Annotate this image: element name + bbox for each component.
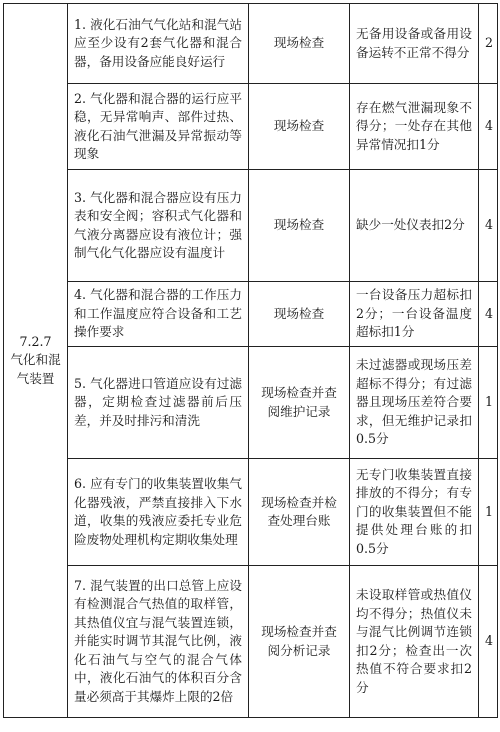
score-value: 1: [479, 347, 498, 459]
deduction-rule: 缺少一处仪表扣2分: [350, 170, 479, 282]
requirement-text: 1. 液化石油气气化站和混气站应至少设有2套气化器和混合器，备用设备应能良好运行: [68, 4, 249, 84]
requirement-text: 5. 气化器进口管道应设有过滤器，定期检查过滤器前后压差，并及时排污和清洗: [68, 347, 249, 459]
table-row: [4, 347, 498, 459]
table-row: [4, 459, 498, 566]
requirement-text: 6. 应有专门的收集装置收集气化器残液，严禁直接排入下水道，收集的残液应委托专业危险废物处理机构定期收集处理: [68, 459, 249, 566]
inspection-method: 现场检查并检查处理台账: [249, 459, 350, 566]
scoring-table: [3, 3, 498, 718]
inspection-method: 现场检查: [249, 170, 350, 282]
table-row: [4, 566, 498, 718]
inspection-method: 现场检查: [249, 282, 350, 347]
table-row: [4, 84, 498, 170]
score-value: 4: [479, 84, 498, 170]
table-row: [4, 170, 498, 282]
score-value: 2: [479, 4, 498, 84]
inspection-method: 现场检查: [249, 4, 350, 84]
requirement-text: 4. 气化器和混合器的工作压力和工作温度应符合设备和工艺操作要求: [68, 282, 249, 347]
inspection-method: 现场检查并查阅维护记录: [249, 347, 350, 459]
deduction-rule: 存在燃气泄漏现象不得分；一处存在其他异常情况扣1分: [350, 84, 479, 170]
score-value: 4: [479, 566, 498, 718]
requirement-text: 2. 气化器和混合器的运行应平稳，无异常响声、部件过热、液化石油气泄漏及异常振动等现象: [68, 84, 249, 170]
requirement-text: 3. 气化器和混合器应设有压力表和安全阀；容积式气化器和气液分离器应设有液位计；强制气化气化器应设有温度计: [68, 170, 249, 282]
score-value: 1: [479, 459, 498, 566]
deduction-rule: 无备用设备或备用设备运转不正常不得分: [350, 4, 479, 84]
deduction-rule: 无专门收集装置直接排放的不得分；有专门的收集装置但不能提供处理台账的扣0.5分: [350, 459, 479, 566]
section-title: 气化和混气装置: [10, 352, 61, 386]
section-code: 7.2.7: [19, 333, 52, 349]
section-heading-cell: [4, 4, 68, 718]
requirement-text: 7. 混气装置的出口总管上应设有检测混合气热值的取样管，其热值仪宜与混气装置连锁，并能实时调节其混气比例，液化石油气与空气的混合气体中，液化石油气的体积百分含量必须高于其爆炸上限的2倍: [68, 566, 249, 718]
deduction-rule: 未设取样管或热值仪均不得分；热值仪未与混气比例调节连锁扣2分；检查出一次热值不符合要求扣2分: [350, 566, 479, 718]
table-row: [4, 282, 498, 347]
deduction-rule: 未过滤器或现场压差超标不得分；有过滤器且现场压差符合要求，但无维护记录扣0.5分: [350, 347, 479, 459]
inspection-method: 现场检查: [249, 84, 350, 170]
inspection-method: 现场检查并查阅分析记录: [249, 566, 350, 718]
table-row: [4, 4, 498, 84]
score-value: 4: [479, 170, 498, 282]
score-value: 4: [479, 282, 498, 347]
deduction-rule: 一台设备压力超标扣2分；一台设备温度超标扣1分: [350, 282, 479, 347]
